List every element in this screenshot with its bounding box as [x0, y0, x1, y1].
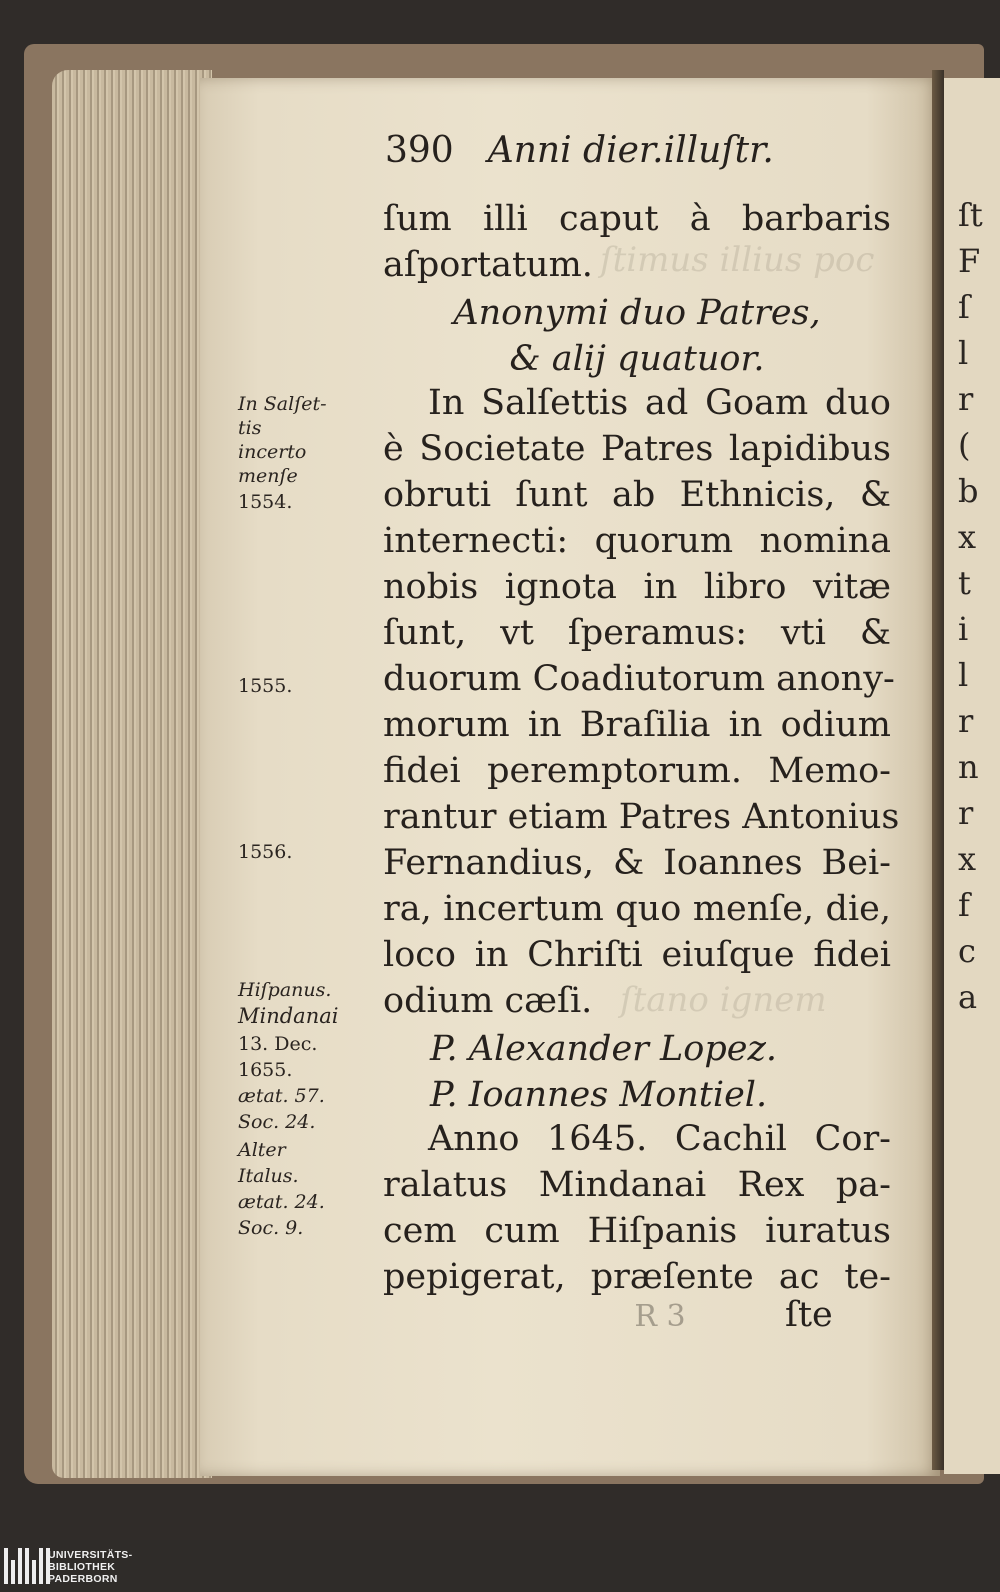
body-line: ſunt, vt ſperamus: vti & — [383, 613, 891, 653]
body-line: duorum Coadiutorum anony- — [383, 659, 895, 699]
margin-note: Soc. 24. — [238, 1111, 316, 1133]
body-line: internecti: quorum nomina — [383, 521, 891, 561]
facing-page-fragment: ſt — [958, 196, 983, 234]
body-line: cem cum Hiſpanis iuratus — [383, 1211, 891, 1251]
margin-note: 13. Dec. — [238, 1033, 318, 1055]
body-line: morum in Braſilia in odium — [383, 705, 891, 745]
book-gutter — [932, 70, 944, 1470]
library-logo-icon — [4, 1548, 50, 1584]
body-line: loco in Chriſti eiuſque fidei — [383, 935, 891, 975]
bleed-through-text: ſtano ignem — [620, 980, 827, 1020]
logo-line: BIBLIOTHEK — [48, 1561, 116, 1573]
running-title: Anni dier.illuſtr. — [487, 130, 774, 171]
body-line: ralatus Mindanai Rex pa- — [383, 1165, 891, 1205]
body-line: Fernandius, & Ioannes Bei- — [383, 843, 891, 883]
margin-note: Alter — [238, 1139, 286, 1161]
margin-note: incerto — [238, 441, 307, 463]
facing-page-fragment: t — [958, 564, 971, 602]
margin-note: Soc. 9. — [238, 1217, 304, 1239]
facing-page-fragment: l — [958, 656, 969, 694]
facing-page-fragment: x — [958, 518, 977, 556]
logo-line: UNIVERSITÄTS- — [48, 1549, 133, 1561]
body-line: In Salſettis ad Goam duo — [428, 383, 891, 423]
signature-mark: R 3 — [634, 1299, 686, 1334]
body-line: pepigerat, præſente ac te- — [383, 1257, 891, 1297]
facing-page-fragment: x — [958, 840, 977, 878]
facing-page-fragment: r — [958, 702, 974, 740]
facing-page-fragment: f — [958, 886, 970, 924]
margin-note: In Salſet- — [238, 393, 327, 415]
margin-note: tis — [238, 417, 262, 439]
facing-page-fragment: F — [958, 242, 981, 280]
facing-page-fragment: a — [958, 978, 978, 1016]
margin-note: ætat. 24. — [238, 1191, 325, 1213]
margin-note: ætat. 57. — [238, 1085, 325, 1107]
page-edges — [52, 70, 212, 1478]
library-footer — [0, 1540, 1000, 1592]
facing-page-fragment: r — [958, 380, 974, 418]
facing-page-fragment: c — [958, 932, 976, 970]
logo-line: PADERBORN — [48, 1573, 118, 1585]
facing-page-fragment: i — [958, 610, 969, 648]
facing-page-fragment: ſ — [958, 288, 970, 326]
margin-note: Hiſpanus. — [238, 979, 332, 1001]
body-line: aſportatum. — [383, 245, 593, 285]
section-heading: Anonymi duo Patres, — [453, 293, 821, 333]
bleed-through-text: ſtimus illius poc — [600, 240, 875, 280]
body-line: obruti ſunt ab Ethnicis, & — [383, 475, 891, 515]
margin-note: 1554. — [238, 491, 293, 513]
margin-note: menſe — [238, 465, 298, 487]
catchword: ſte — [785, 1295, 833, 1335]
margin-note: Mindanai — [238, 1004, 339, 1028]
body-line: è Societate Patres lapidibus — [383, 429, 891, 469]
library-logo-text — [48, 1549, 132, 1585]
facing-page-fragment: ( — [958, 426, 971, 464]
margin-note: 1555. — [238, 675, 293, 697]
facing-page-fragment: l — [958, 334, 969, 372]
facing-page-fragment: b — [958, 472, 979, 510]
margin-note: 1655. — [238, 1059, 293, 1081]
section-heading: & alij quatuor. — [509, 339, 765, 379]
section-heading: P. Ioannes Montiel. — [430, 1075, 768, 1115]
running-head — [385, 130, 774, 171]
section-heading: P. Alexander Lopez. — [430, 1029, 778, 1069]
body-line: nobis ignota in libro vitæ — [383, 567, 891, 607]
body-line: ra, incertum quo menſe, die, — [383, 889, 891, 929]
margin-note: 1556. — [238, 841, 293, 863]
facing-page-fragment: r — [958, 794, 974, 832]
body-line: ſum illi caput à barbaris — [383, 199, 891, 239]
body-line: Anno 1645. Cachil Cor- — [428, 1119, 891, 1159]
body-line: rantur etiam Patres Antonius — [383, 797, 900, 837]
margin-note: Italus. — [238, 1165, 299, 1187]
facing-page-edge — [944, 78, 1000, 1474]
facing-page-fragment: n — [958, 748, 979, 786]
body-line: fidei peremptorum. Memo- — [383, 751, 891, 791]
body-line: odium cæſi. — [383, 981, 593, 1021]
page-number: 390 — [385, 130, 454, 171]
